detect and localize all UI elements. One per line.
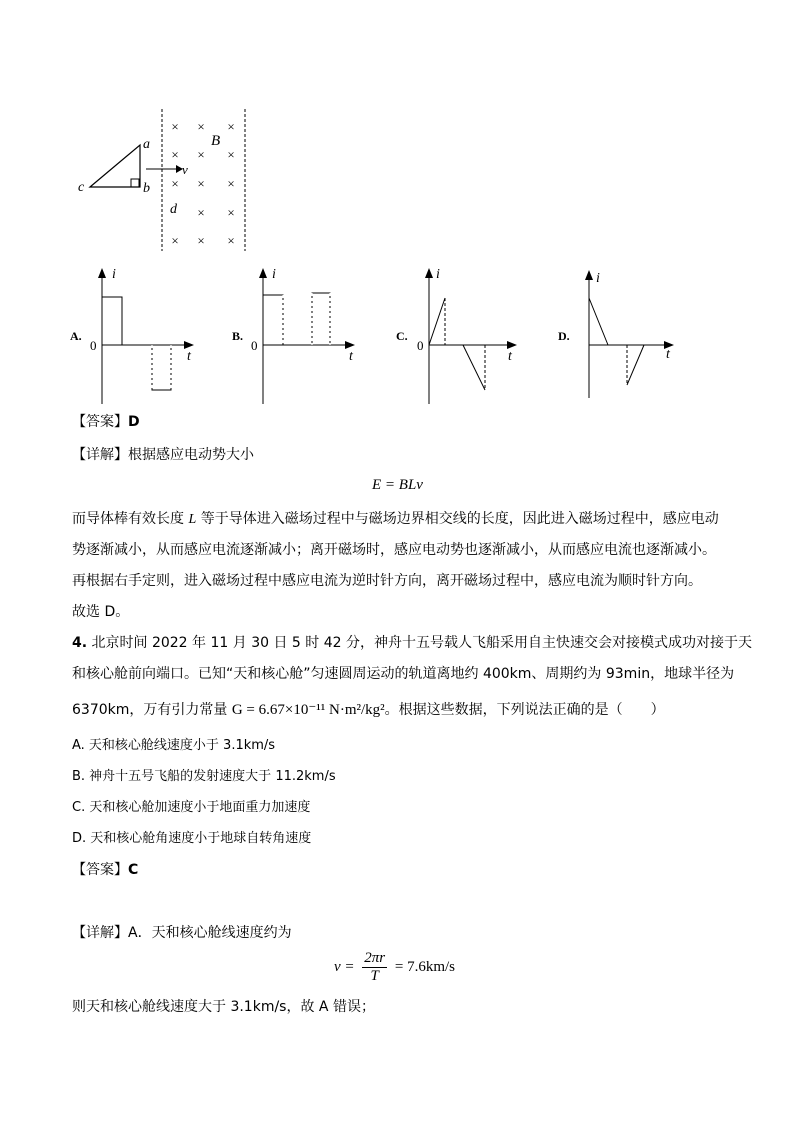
q3-para-line-2: 势逐渐减小，从而感应电流逐渐减小；离开磁场时，感应电动势也逐渐减小，从而感应电流也逐渐减小。 [72,542,716,558]
q4-formula-denominator: T [370,968,379,984]
option-d-negative-trace [627,345,644,385]
q4-line-1-text: 北京时间 2022 年 11 月 30 日 5 时 42 分，神舟十五号载人飞船采用自主快速交会对接模式成功对接于天 [91,635,752,651]
option-b-i-arrowhead [259,268,267,278]
q4-velocity-formula [334,950,455,985]
label-c: c [78,180,85,195]
option-d-letter: D. [558,329,570,343]
q4-option-c: C. 天和核心舱加速度小于地面重力加速度 [72,800,311,815]
option-b-t-label: t [349,349,353,364]
q3-para-line-1-a: 而导体棒有效长度 [72,511,189,527]
field-x-mark: × [171,119,179,134]
field-x-mark: × [197,233,205,248]
q4-detail-line [72,922,292,944]
option-b-i-label: i [272,267,276,282]
q4-answer-label: 【答案】 [72,862,128,878]
option-c-origin: 0 [417,338,424,353]
q4-line-3 [72,699,665,721]
q3-answer-label: 【答案】 [72,414,128,430]
field-x-mark: × [227,233,235,248]
setup-figure [70,105,260,255]
option-c-t-arrowhead [507,341,517,349]
option-b-pulse-1 [263,295,283,345]
q3-para-line-1 [72,508,719,531]
option-c-i-arrowhead [425,268,433,278]
label-b: b [143,181,150,196]
option-c-rising-trace [429,298,445,345]
q3-answer-line [72,411,140,433]
field-x-mark: × [171,176,179,191]
q3-answer-value: D [128,414,140,430]
right-angle-mark [131,179,139,187]
q4-formula-numerator: 2πr [364,950,386,966]
q4-answer-value: C [128,862,139,878]
q3-para-line-1-b: 等于导体进入磁场过程中与磁场边界相交线的长度，因此进入磁场过程中，感应电动 [196,511,719,527]
label-d: d [170,202,177,217]
option-b-t-arrowhead [345,341,355,349]
option-a-letter: A. [70,329,82,343]
q4-formula-v: v = [334,958,355,975]
option-b-origin: 0 [251,338,258,353]
field-x-mark: × [227,119,235,134]
field-x-mark: × [171,147,179,162]
q4-line-2: 和核心舱前向端口。已知“天和核心舱”匀速圆周运动的轨道离地约 400km、周期约为 93min，地球半径为 [72,666,735,682]
field-x-mark: × [197,176,205,191]
q4-gravity-constant: G = 6.67×10⁻¹¹ N·m²/kg² [231,702,385,718]
q4-option-b: B. 神舟十五号飞船的发射速度大于 11.2km/s [72,769,336,784]
option-a-current-trace [102,297,122,345]
option-a-i-arrowhead [98,268,106,278]
graph-option-b [232,262,372,412]
q4-option-a: A. 天和核心舱线速度小于 3.1km/s [72,738,276,753]
q4-formula-fraction [362,950,387,985]
q4-line-1 [72,632,752,654]
q4-conclusion: 则天和核心舱线速度大于 3.1km/s，故 A 错误； [72,999,375,1015]
option-d-i-arrowhead [585,270,593,280]
q3-detail-label: 【详解】 [72,447,128,463]
option-a-t-arrowhead [184,341,194,349]
q4-line-3-a: 6370km，万有引力常量 [72,702,232,718]
option-a-origin: 0 [90,338,97,353]
field-x-mark: × [197,147,205,162]
q3-conclusion: 故选 D。 [72,604,130,620]
q4-line-3-b: 。根据这些数据，下列说法正确的是（ ） [384,702,665,718]
option-b-letter: B. [232,329,244,343]
option-a-i-label: i [112,267,116,282]
q3-formula: E = BLv [372,477,423,493]
q4-option-d: D. 天和核心舱角速度小于地球自转角速度 [72,831,312,846]
option-c-falling-trace [463,345,485,390]
field-x-mark: × [197,205,205,220]
option-c-letter: C. [396,329,408,343]
option-d-falling-trace [589,298,608,345]
field-x-mark: × [197,119,205,134]
label-a: a [143,137,150,152]
q4-detail-text: A．天和核心舱线速度约为 [128,925,292,941]
triangle-conductor [90,145,140,187]
field-x-mark: × [227,176,235,191]
field-x-mark: × [227,205,235,220]
option-a-t-label: t [187,349,191,364]
field-x-mark: × [171,233,179,248]
q4-formula-result: = 7.6km/s [394,958,456,975]
option-d-i-label: i [596,271,600,286]
q4-answer-line [72,859,138,881]
option-a-negative-trace [152,345,171,390]
graph-option-a [70,262,210,412]
label-v: v [182,162,188,177]
option-d-t-label: t [666,347,670,362]
option-c-t-label: t [508,349,512,364]
graph-option-c [396,262,536,412]
q3-para-line-3: 再根据右手定则，进入磁场过程中感应电流为逆时针方向，离开磁场过程中，感应电流为顺时针方向。 [72,573,702,589]
magnetic-field-marks [171,119,234,248]
q3-detail-line [72,444,254,466]
q3-symbol-L: L [188,512,197,527]
label-B: B [211,133,221,149]
q4-number: 4. [72,635,88,651]
option-c-i-label: i [436,267,440,282]
field-x-mark: × [227,147,235,162]
q4-detail-label: 【详解】 [72,925,128,941]
option-b-pulse-2 [312,293,330,345]
graph-option-d [558,268,698,418]
q3-detail-intro: 根据感应电动势大小 [128,447,254,463]
